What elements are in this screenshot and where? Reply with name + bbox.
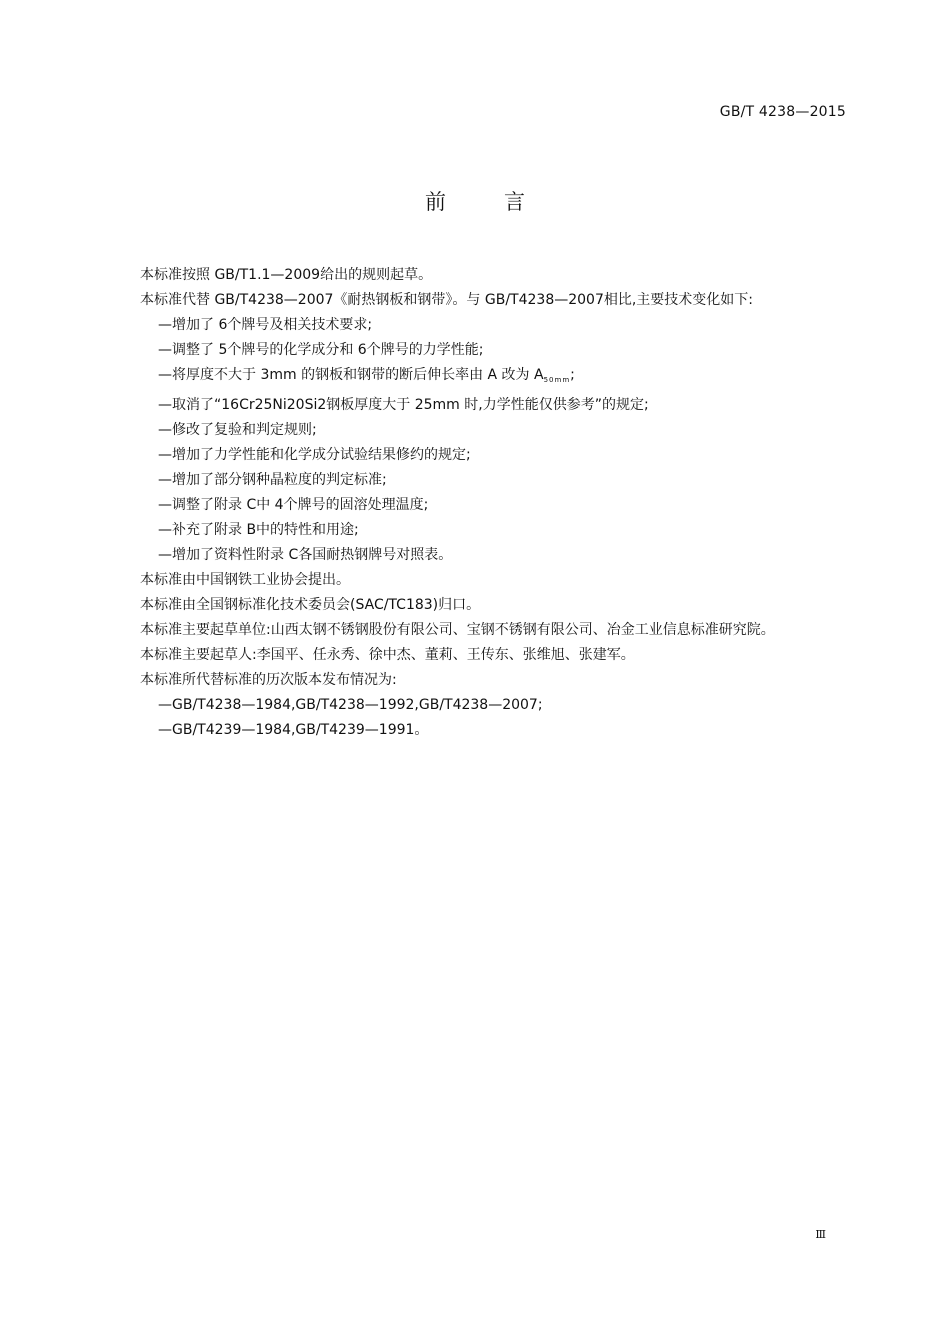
paragraph-replacement: 本标准代替 GB/T4238—2007《耐热钢板和钢带》。与 GB/T4238—2007相比,主要技术变化如下: [140,292,754,308]
paragraph-drafting-rules: 本标准按照 GB/T1.1—2009给出的规则起草。 [140,267,433,283]
list-item: —调整了附录 C中 4个牌号的固溶处理温度; [158,497,429,513]
list-item: —增加了 6个牌号及相关技术要求; [158,317,373,333]
foreword-body [108,263,844,743]
page-title: 前言 [425,190,583,214]
subscript: 50mm [543,376,571,384]
list-item: —GB/T4238—1984,GB/T4238—1992,GB/T4238—2007; [158,697,543,713]
history-list [108,693,844,743]
paragraph-drafting-units: 本标准主要起草单位:山西太钢不锈钢股份有限公司、宝钢不锈钢有限公司、冶金工业信息标准研究院。 [140,622,775,638]
paragraph-committee: 本标准由全国钢标准化技术委员会(SAC/TC183)归口。 [140,597,481,613]
list-item: —取消了“16Cr25Ni20Si2钢板厚度大于 25mm 时,力学性能仅供参考”的规定; [158,397,649,413]
list-item: —调整了 5个牌号的化学成分和 6个牌号的力学性能; [158,342,484,358]
list-item: —将厚度不大于 3mm 的钢板和钢带的断后伸长率由 A 改为 $A_{50mm}$; [158,367,575,384]
paragraph-proposer: 本标准由中国钢铁工业协会提出。 [140,572,350,588]
changes-list [108,313,844,568]
list-item: —GB/T4239—1984,GB/T4239—1991。 [158,722,429,738]
paragraph-history-intro: 本标准所代替标准的历次版本发布情况为: [140,672,397,688]
paragraph-drafters: 本标准主要起草人:李国平、任永秀、徐中杰、董莉、王传东、张维旭、张建军。 [140,647,635,663]
list-item: —修改了复验和判定规则; [158,422,317,438]
list-item: —增加了部分钢种晶粒度的判定标准; [158,472,387,488]
list-item: —补充了附录 B中的特性和用途; [158,522,359,538]
page-number: Ⅲ [815,1228,826,1241]
list-item: —增加了资料性附录 C各国耐热钢牌号对照表。 [158,547,453,563]
list-item: —增加了力学性能和化学成分试验结果修约的规定; [158,447,471,463]
standard-number: GB/T 4238—2015 [719,104,846,120]
